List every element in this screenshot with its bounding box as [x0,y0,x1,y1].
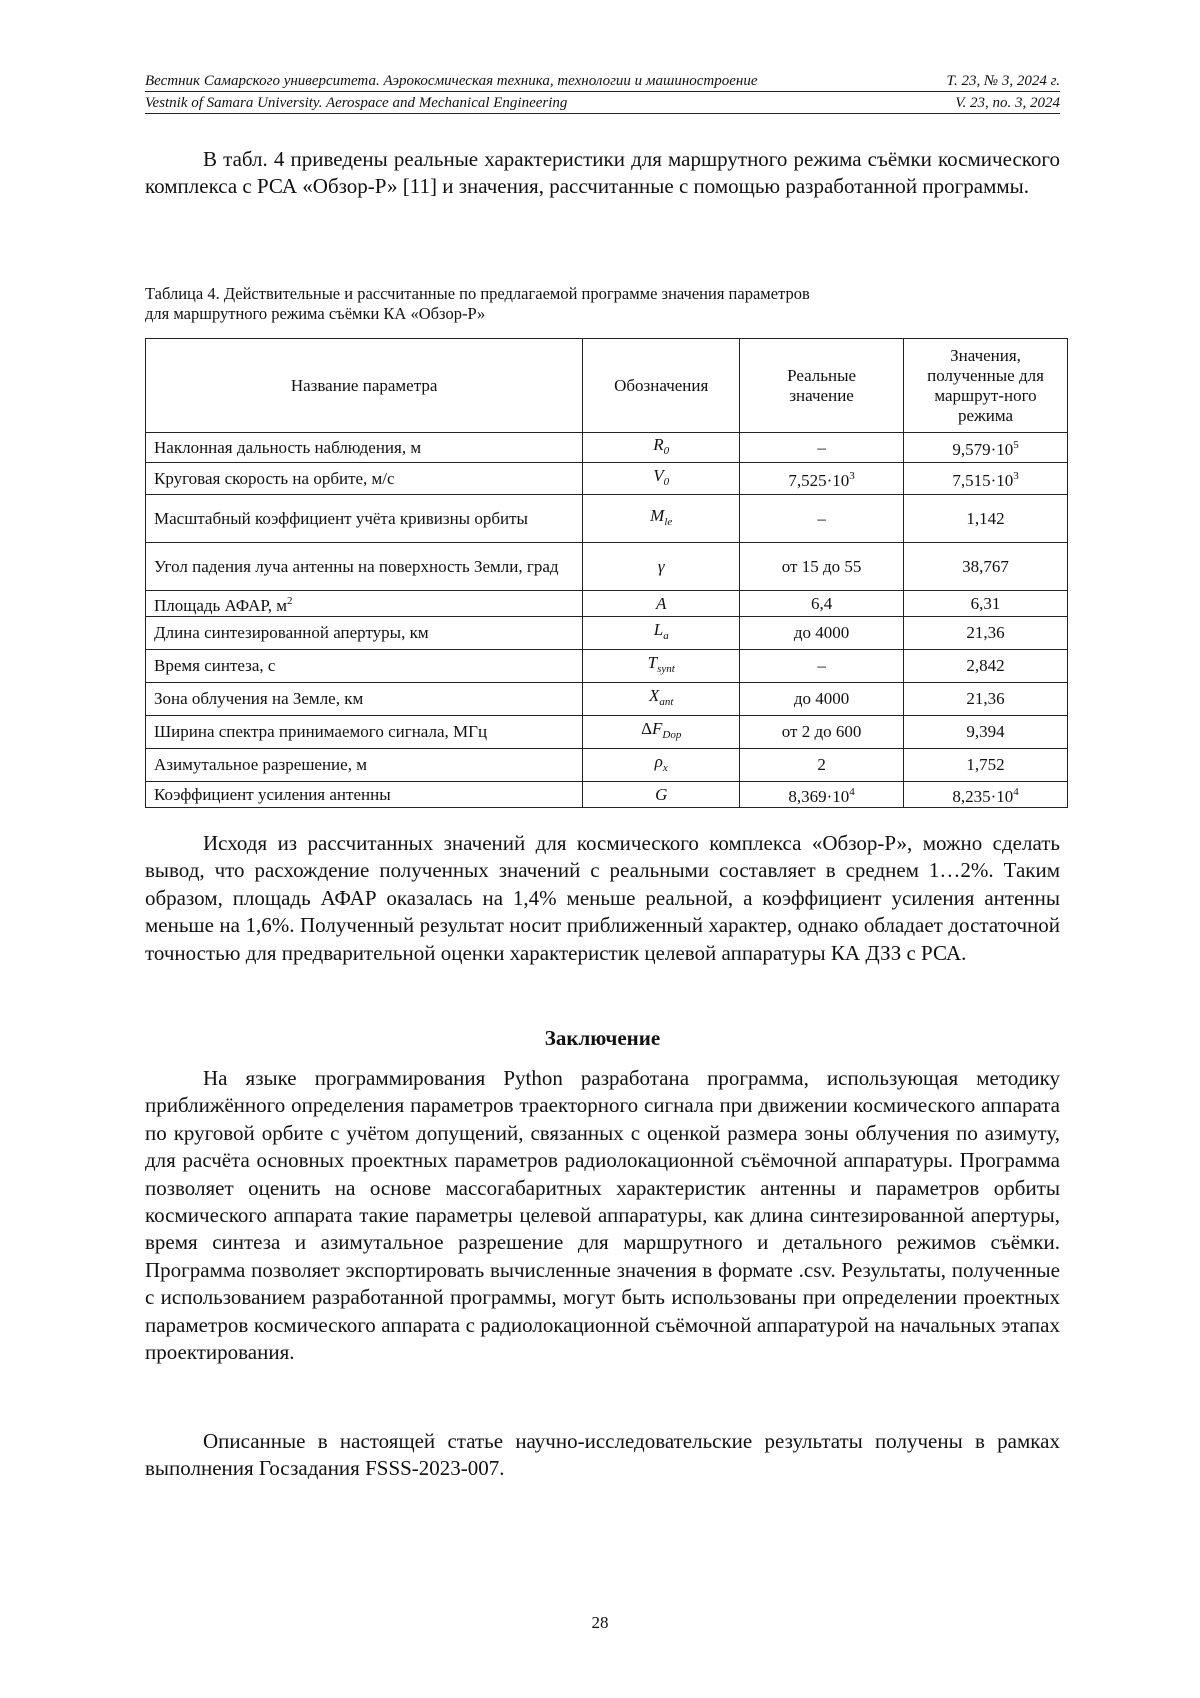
calc-exponent: 3 [1013,470,1019,482]
table-caption-line-2: для маршрутного режима съёмки КА «Обзор-Р» [145,304,486,323]
param-symbol [583,716,740,749]
real-value [740,463,904,495]
header-line-en [145,94,1060,114]
calculated-value: 38,767 [904,543,1068,591]
calculated-value: 21,36 [904,617,1068,650]
param-name: Масштабный коэффициент учёта кривизны орбиты [146,495,583,543]
header-real-value [740,339,904,433]
journal-title-en: Vestnik of Samara University. Aerospace and Mechanical Engineering [145,95,568,111]
symbol-letter: V [653,465,664,485]
table-row [146,650,1068,683]
table-caption [145,284,1060,324]
calc-exponent: 4 [1013,786,1019,798]
volume-ru: Т. 23, № 3, 2024 г. [946,73,1060,89]
analysis-paragraph: Исходя из рассчитанных значений для космического комплекса «Обзор-Р», можно сделать вывод, что расхождение полученных значений с реальными составляет в среднем 1…2%. Таким образом, площадь АФАР оказалась на 1,4% меньше реальной, а коэффициент усиления антенны меньше на 1,6%. Полученный результат носит приближенный характер, однако обладает достаточной точностью для предварительной оценки характеристик целевой аппаратуры КА ДЗЗ с РСА. [145,831,1060,965]
parameters-table [145,338,1068,808]
real-value: – [740,495,904,543]
real-value: до 4000 [740,617,904,650]
real-value: 6,4 [740,591,904,617]
param-symbol: A [583,591,740,617]
calc-base: 7,515·10 [952,471,1014,490]
conclusion-paragraph: На языке программирования Python разработана программа, использующая методику приближённого определения параметров траекторного сигнала при движении космического аппарата по круговой орбите с учётом допущений, связанных с оценкой размера зоны облучения по азимуту, для расчёта основных проектных параметров радиолокационной съёмочной аппаратуры. Программа позволяет оценить на основе массогабаритных характеристик антенны и параметров орбиты космического аппарата такие параметры целевой аппаратуры, как длина синтезированной апертуры, время синтеза и азимутальное разрешение для маршрутного и детального режимов съёмки. Программа позволяет экспортировать вычисленные значения в формате .csv. Результаты, полученные с использованием разработанной программы, могут быть использованы при определении проектных параметров космического аппарата с радиолокационной съёмочной аппаратурой на начальных этапах проектирования. [145,1066,1060,1365]
symbol-subscript: le [664,515,673,528]
symbol-prefix: Δ [641,719,652,738]
journal-title-ru: Вестник Самарского университета. Аэрокосмическая техника, технологии и машиностроение [145,73,758,89]
param-name: Круговая скорость на орбите, м/с [146,463,583,495]
param-name [146,591,583,617]
real-value: 2 [740,749,904,782]
symbol-letter: R [653,434,664,454]
calculated-value: 6,31 [904,591,1068,617]
param-symbol [583,749,740,782]
table-header-row [146,339,1068,433]
param-name-exponent: 2 [286,595,293,607]
symbol-subscript: 0 [663,475,670,488]
calc-base: 8,235·10 [952,787,1014,806]
calculated-value: 1,752 [904,749,1068,782]
symbol-subscript: synt [657,663,675,675]
symbol-letter: L [653,620,664,639]
real-exponent: 3 [849,470,855,482]
real-exponent: 4 [849,786,855,798]
table-row [146,495,1068,543]
param-symbol [583,617,740,650]
header-real-value-text: Реальные значение [787,365,857,405]
real-base: 8,369·10 [788,787,850,806]
real-value: от 15 до 55 [740,543,904,591]
param-name: Наклонная дальность наблюдения, м [146,433,583,463]
real-value [740,782,904,808]
header-symbol: Обозначения [583,339,740,433]
running-header [145,72,1060,114]
symbol-subscript: Dop [662,729,682,741]
calculated-value [904,433,1068,463]
symbol-letter: F [652,719,663,738]
calculated-value: 21,36 [904,683,1068,716]
symbol-subscript: a [663,630,669,642]
symbol-subscript: 0 [663,444,670,457]
param-symbol: γ [583,543,740,591]
param-symbol [583,650,740,683]
symbol-letter: ρ [654,752,663,771]
param-name-base: Площадь АФАР, м [154,596,287,615]
header-parameter-name: Название параметра [146,339,583,433]
table-row [146,617,1068,650]
param-name: Коэффициент усиления антенны [146,782,583,808]
param-name: Зона облучения на Земле, км [146,683,583,716]
table-row [146,749,1068,782]
real-value: – [740,433,904,463]
calculated-value: 9,394 [904,716,1068,749]
calculated-value: 2,842 [904,650,1068,683]
param-name: Ширина спектра принимаемого сигнала, МГц [146,716,583,749]
conclusion-heading: Заключение [544,1026,661,1050]
calculated-value: 1,142 [904,495,1068,543]
intro-paragraph: В табл. 4 приведены реальные характеристики для маршрутного режима съёмки космического комплекса с РСА «Обзор-Р» [11] и значения, рассчитанные с помощью разработанной программы. [145,147,1060,199]
real-base: 7,525·10 [788,471,850,490]
param-name: Угол падения луча антенны на поверхность Земли, град [146,543,583,591]
funding-paragraph: Описанные в настоящей статье научно-исследовательские результаты получены в рамках выполнения Госзадания FSSS-2023-007. [145,1429,1060,1481]
table-row [146,591,1068,617]
param-name: Длина синтезированной апертуры, км [146,617,583,650]
table-row [146,463,1068,495]
param-symbol: G [583,782,740,808]
calculated-value [904,463,1068,495]
table-row [146,683,1068,716]
symbol-letter: X [648,686,660,705]
table-row [146,543,1068,591]
real-value: от 2 до 600 [740,716,904,749]
symbol-letter: T [647,653,658,672]
param-symbol [583,463,740,495]
param-symbol [583,433,740,463]
param-name: Азимутальное разрешение, м [146,749,583,782]
table-row [146,716,1068,749]
table-row [146,782,1068,808]
param-name: Время синтеза, с [146,650,583,683]
table-row [146,433,1068,463]
symbol-letter: M [650,505,665,525]
header-line-ru [145,72,1060,92]
param-symbol [583,495,740,543]
symbol-subscript: x [662,762,668,774]
real-value: – [740,650,904,683]
header-calculated-value-text: Значения, полученные для маршрут-ного режима [927,345,1044,425]
volume-en: V. 23, no. 3, 2024 [955,95,1060,111]
header-calculated-value [904,339,1068,433]
real-value: до 4000 [740,683,904,716]
param-symbol [583,683,740,716]
symbol-subscript: ant [659,696,674,708]
calc-exponent: 5 [1013,439,1019,451]
calc-base: 9,579·10 [952,440,1014,459]
page-number: 28 [591,1613,609,1632]
calculated-value [904,782,1068,808]
table-caption-line-1: Таблица 4. Действительные и рассчитанные по предлагаемой программе значения параметров [145,284,810,303]
